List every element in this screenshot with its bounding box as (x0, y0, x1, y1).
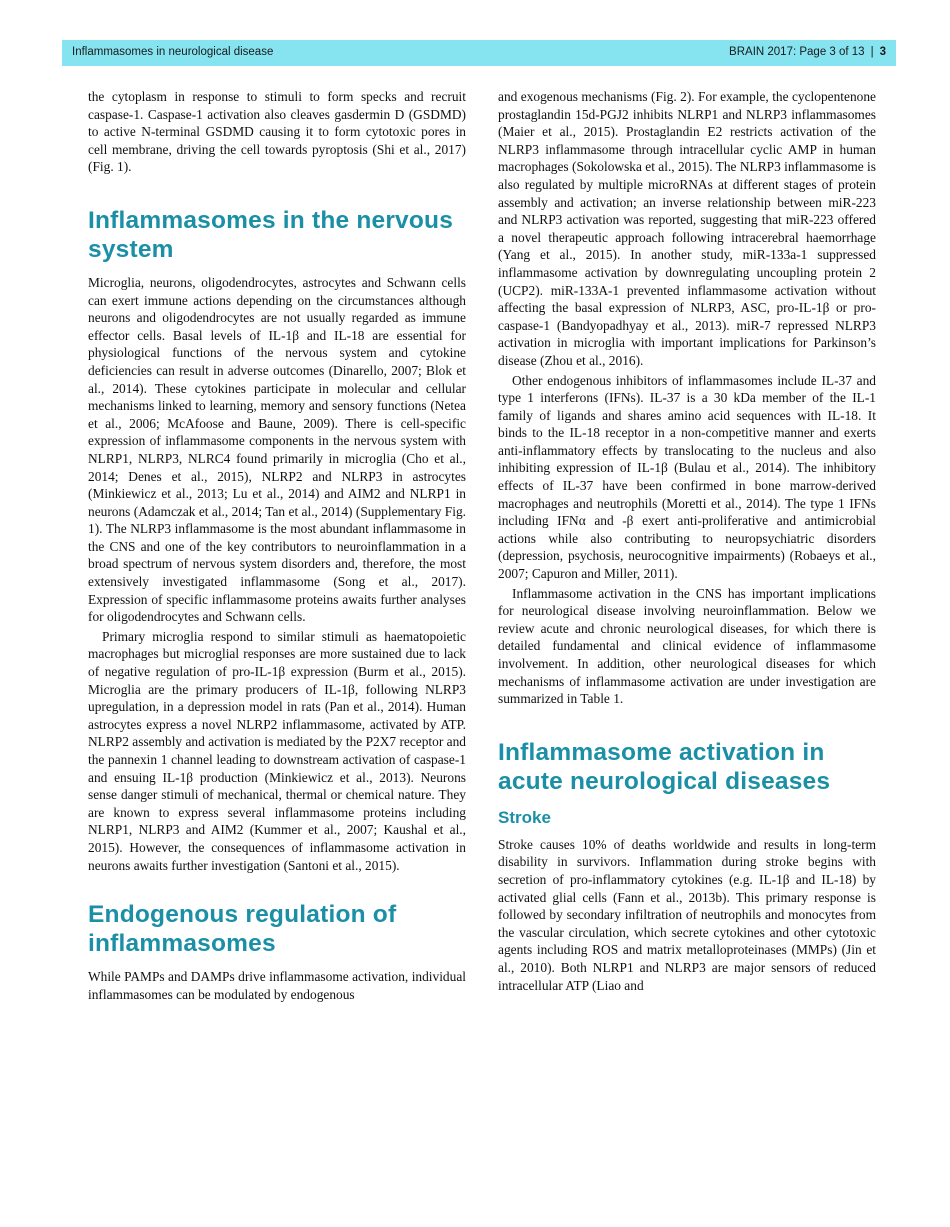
paragraph: Other endogenous inhibitors of inflammasomes include IL-37 and type 1 interferons (IFNs). IL-37 is a 30 kDa member of the IL-1 family of ligands and shares amino acid sequences with IL-18. It binds to the IL-18 receptor in a non-competitive manner and exerts anti-inflammatory effects by translocating to the nucleus and also inhibiting expression of IL-1β (Bulau et al., 2014). The inhibitory effects of IL-37 have been confirmed in bone marrow-derived macrophages and neutrophils (Moretti et al., 2014). The type 1 IFNs including IFNα and -β exert anti-proliferative and antimicrobial actions while also contributing to neuropsychiatric disorders (depression, psychosis, neurocognitive impairments) (Robaeys et al., 2007; Capuron and Miller, 2011). (498, 372, 876, 582)
journal-citation: BRAIN 2017: Page 3 of 13 (729, 46, 865, 58)
section-heading-acute-diseases: Inflammasome activation in acute neurological diseases (498, 738, 831, 795)
running-header (62, 40, 896, 66)
right-column (498, 88, 876, 994)
running-title: Inflammasomes in neurological disease (72, 46, 274, 58)
section-heading-nervous-system: Inflammasomes in the nervous system (88, 206, 454, 263)
paragraph: Primary microglia respond to similar stimuli as haematopoietic macrophages but microglial responses are more sustained due to lack of negative regulation of pro-IL-1β expression (Burm et al., 2015). Microglia are the primary producers of IL-1β, following NLRP3 upregulation, in a depression model in rats (Pan et al., 2014). Human astrocytes express a novel NLRP2 inflammasome, activated by ATP. NLRP2 assembly and activation is mediated by the P2X7 receptor and the pannexin 1 channel leading to downstream activation of caspase-1 and ensuing IL-1β production (Minkiewicz et al., 2013). Neurons sense danger stimuli of mechanical, thermal or chemical nature. They are known to express several inflammasome proteins including NLRP1, NLRP3 and AIM2 (Kummer et al., 2007; Kaushal et al., 2015). However, the consequences of inflammasome activation in neurons awaits further investigation (Santoni et al., 2015). (88, 628, 466, 873)
page-number: 3 (879, 46, 886, 58)
paragraph: Inflammasome activation in the CNS has important implications for neurological disease involving neuroinflammation. Below we review acute and chronic neurological diseases, for which there is detailed fundamental and clinical evidence of inflammasome involvement. In addition, other neurological diseases for which mechanisms of inflammasome activation are under investigation are summarized in Table 1. (498, 585, 876, 707)
section-heading-endogenous-regulation: Endogenous regulation of inflammasomes (88, 901, 397, 958)
left-column (88, 88, 466, 1003)
paragraph: Stroke causes 10% of deaths worldwide and results in long-term disability in survivors. Inflammation during stroke begins with secretion of pro-inflammatory cytokines (e.g. IL-1β and IL-18) by activated glial cells (Fann et al., 2013b). This primary response is followed by secondary infiltration of neutrophils and monocytes from the vascular circulation, which secrete cytokines and other cytotoxic agents including ROS and matrix metalloproteinases (MMPs) (Jin et al., 2010). Both NLRP1 and NLRP3 are major sensors of reduced intracellular ATP (Liao and (498, 836, 876, 993)
paragraph: the cytoplasm in response to stimuli to form specks and recruit caspase-1. Caspase-1 activation also cleaves gasdermin D (GSDMD) to active N-terminal GSDMD causing it to form cytotoxic pores in cell membrane, driving the cell towards pyroptosis (Shi et al., 2017) (Fig. 1). (88, 89, 466, 175)
header-separator: | (870, 46, 874, 58)
journal-page-info (729, 46, 886, 58)
paragraph: Microglia, neurons, oligodendrocytes, astrocytes and Schwann cells can exert immune actions depending on the circumstances although neurons and oligodendrocytes are not usually regarded as immune effector cells. Basal levels of IL-1β and IL-18 are essential for physiological functions of the nervous system and cytokine deficiencies can result in adverse outcomes (Dinarello, 2007; Blok et al., 2014). These cytokines participate in molecular and cellular mechanisms linked to learning, memory and sensory functions (Netea et al., 2006; McAfoose and Baune, 2009). There is cell-specific expression of inflammasome components in the nervous system with NLRP1, NLRP3, NLRC4 found primarily in microglia (Cho et al., 2014; Denes et al., 2015), NLRP2 and NLRP3 in astrocytes (Minkiewicz et al., 2013; Lu et al., 2014) and AIM2 and NLRP1 in neurons (Adamczak et al., 2014; Tan et al., 2014) (Supplementary Fig. 1). The NLRP3 inflammasome is the most abundant inflammasome in the CNS and one of the key contributors to neuroinflammation in a broad spectrum of nervous system disorders and, therefore, the most extensively investigated inflammasome (Song et al., 2017). Expression of specific inflammasome proteins awaits further analyses for oligodendrocytes and Schwann cells. (88, 274, 466, 625)
paragraph: and exogenous mechanisms (Fig. 2). For example, the cyclopentenone prostaglandin 15d-PGJ2 inhibits NLRP1 and NLRP3 inflammasomes (Maier et al., 2015). Prostaglandin E2 restricts activation of the NLRP3 inflammasome through intracellular cyclic AMP in human macrophages (Sokolowska et al., 2015). The NLRP3 inflammasome is also regulated by multiple microRNAs at different stages of protein assembly and activation; an inverse relationship between miR-223 and NLRP3 activation was reported, suggesting that miR-223 offered a novel therapeutic approach following intracerebral haemorrhage (Yang et al., 2015). In another study, miR-133a-1 suppressed inflammasome activation by downregulating uncoupling protein 2 (UCP2). miR-133A-1 prevented inflammasome activation without affecting the basal expression of NLRP3, ASC, pro-IL-1β or pro-caspase-1 (Bandyopadhyay et al., 2013). miR-7 repressed NLRP3 activation in microglia with important implications for Parkinson’s disease (Zhou et al., 2016). (498, 89, 876, 368)
subsection-heading-stroke: Stroke (498, 807, 551, 827)
paragraph: While PAMPs and DAMPs drive inflammasome activation, individual inflammasomes can be modulated by endogenous (88, 969, 466, 1002)
